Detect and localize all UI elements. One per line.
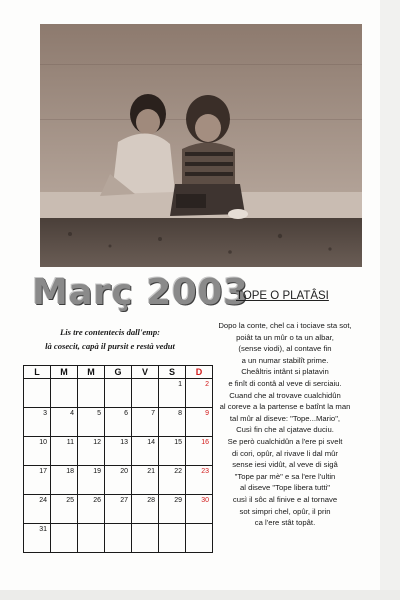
day-number: 3 [43,410,47,417]
day-number [209,527,212,529]
day-cell [132,495,159,524]
day-cell [24,495,51,524]
day-number: 12 [93,439,101,446]
day-cell-sunday [186,495,213,524]
calendar-week-row [24,379,213,408]
month-title: Març 2003 [32,272,249,313]
day-number: 20 [120,468,128,475]
day-cell [51,466,78,495]
poem-line: Dopo la conte, chel ca i tociave sta sot, [218,321,352,330]
poem-line: ca l'ere stât topât. [254,518,316,528]
day-number [74,527,77,529]
day-cell [78,437,105,466]
day-number: 27 [120,497,128,504]
poem-line: di cori, opûr, al rivave li dal mûr [232,448,338,458]
poem-line: a un numar stabilît prime. [241,355,329,365]
poem-line: (sense viodi), al contave fin [238,344,332,354]
day-cell [159,379,186,408]
day-number: 9 [205,410,209,417]
calendar-header-row [24,366,213,379]
day-cell-sunday [186,466,213,495]
day-cell [51,408,78,437]
day-cell [78,466,105,495]
day-number: 7 [151,410,155,417]
day-number: 25 [66,497,74,504]
day-cell [159,495,186,524]
day-cell [78,408,105,437]
day-cell [159,524,186,553]
day-cell-sunday [186,408,213,437]
day-number [101,527,104,529]
day-cell [105,408,132,437]
day-number: 19 [93,468,101,475]
day-number: 28 [147,497,155,504]
poem-line: "Tope par mè" e sa l'ere l'ultin [234,471,336,481]
day-number: 31 [39,526,47,533]
page-edge-bottom [0,590,400,600]
day-cell [24,408,51,437]
day-cell [24,379,51,408]
day-number: 16 [201,439,209,446]
poem-line: sense iesi vidût, al veve di sigâ [232,460,338,470]
day-cell [78,379,105,408]
day-number: 21 [147,468,155,475]
day-cell [78,495,105,524]
day-cell-sunday [186,379,213,408]
day-cell [51,495,78,524]
day-cell [78,524,105,553]
weekday-header: G [105,366,132,379]
day-number: 26 [93,497,101,504]
day-cell [105,379,132,408]
weekday-header: M [51,366,78,379]
calendar-grid [23,365,213,553]
day-number: 10 [39,439,47,446]
day-cell [51,379,78,408]
day-number: 13 [120,439,128,446]
photo-two-children-icon [40,24,362,267]
day-cell [159,466,186,495]
calendar-week-row [24,466,213,495]
subtitle-line: Lis tre contentecis dall'emp: [59,327,160,337]
calendar-subtitle [20,325,200,353]
day-number [128,527,131,529]
day-cell [132,524,159,553]
poem-line: sot simpri chel, opûr, il prin [239,506,331,516]
day-cell [132,408,159,437]
day-number [101,382,104,384]
day-cell [132,379,159,408]
day-number: 8 [178,410,182,417]
calendar-week-row [24,408,213,437]
day-number: 14 [147,439,155,446]
day-cell [51,524,78,553]
day-cell [24,466,51,495]
day-cell [132,466,159,495]
day-cell [105,466,132,495]
day-number [155,527,158,529]
day-number [47,382,50,384]
poem-line: poiât ta un mûr o ta un albar, [236,332,334,342]
weekday-header: V [132,366,159,379]
day-number [74,382,77,384]
day-number: 5 [97,410,101,417]
subtitle-line: là cosecit, capà il pursit e restà vedut [45,341,175,351]
day-cell-sunday [186,524,213,553]
day-cell [159,408,186,437]
day-number: 30 [201,497,209,504]
day-number [128,382,131,384]
day-number: 15 [174,439,182,446]
calendar-week-row [24,437,213,466]
poem-line: Cusì fin che al cjatave duciu. [236,425,334,435]
poem-line: Cheâltris intânt si platavin [241,367,329,377]
day-number: 23 [201,468,209,475]
weekday-header: L [24,366,51,379]
day-number: 17 [39,468,47,475]
poem-line: al coreve a la partense e batînt la man [219,402,351,412]
day-number: 24 [39,497,47,504]
day-cell-sunday [186,437,213,466]
day-cell [105,524,132,553]
poem-line: e finît di contâ al veve di serciaiu. [228,378,342,388]
page-edge-right [380,0,400,600]
day-cell [132,437,159,466]
poem-line: cusì il sôc al finive e al tornave [232,494,338,504]
day-number: 4 [70,410,74,417]
day-cell [24,524,51,553]
poem-line: al diseve "Tope libera tutti" [239,483,331,493]
day-cell [159,437,186,466]
day-number: 1 [178,381,182,388]
day-number: 2 [205,381,209,388]
vintage-photo [40,24,362,267]
poem-line: Cuand che al trovave cualchidûn [229,390,341,400]
weekday-header: M [78,366,105,379]
day-number: 6 [124,410,128,417]
day-number: 22 [174,468,182,475]
weekday-header: S [159,366,186,379]
day-number: 18 [66,468,74,475]
poem-text [200,320,370,529]
calendar-week-row [24,524,213,553]
poem-title: TOPE O PLATÂSI [236,290,329,302]
poem-line: Se però cualchidûn a l'ere pi svelt [227,436,343,446]
day-cell [105,495,132,524]
day-number: 29 [174,497,182,504]
day-cell [24,437,51,466]
calendar-week-row [24,495,213,524]
day-cell [51,437,78,466]
day-cell [105,437,132,466]
day-number [155,382,158,384]
poem-line: tal mûr al diseve: "Tope...Mario", [229,413,341,423]
day-number: 11 [66,439,74,446]
weekday-header-sunday: D [186,366,213,379]
day-number [182,527,185,529]
